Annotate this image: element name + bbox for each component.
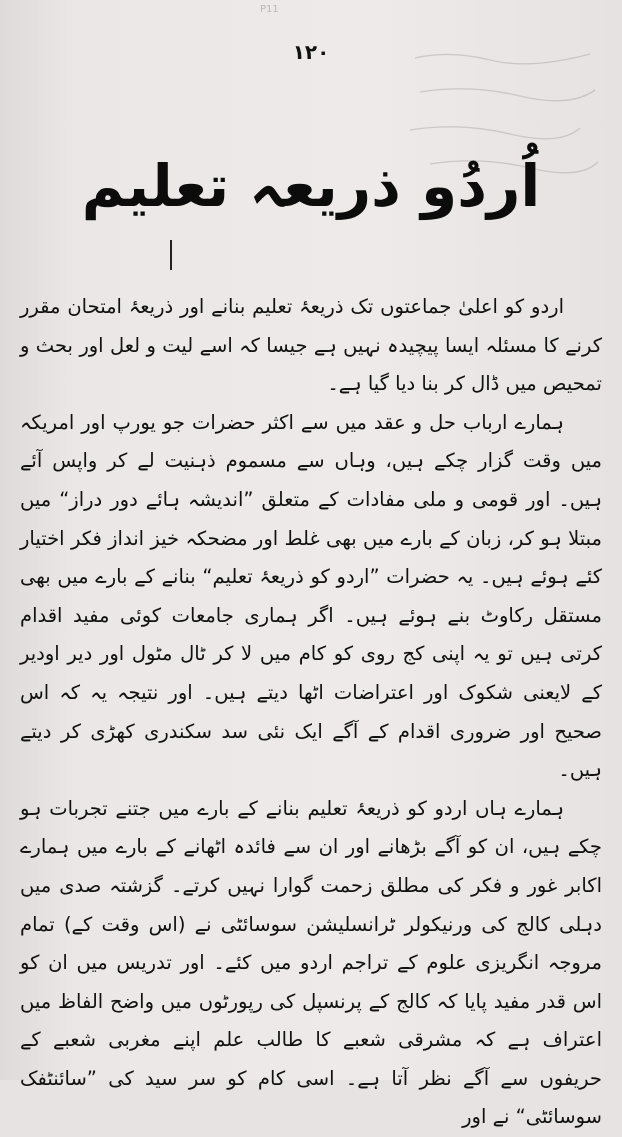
page-top-mark: P11	[260, 4, 279, 15]
paragraph-1: اردو کو اعلیٰ جماعتوں تک ذریعۂ تعلیم بنانے اور ذریعۂ امتحان مقرر کرنے کا مسئلہ ایسا پیچیدہ نہیں ہے جیسا کہ اسے لیت و لعل اور بحث و تمحیص میں ڈال کر بنا دیا گیا ہے۔	[20, 295, 602, 396]
page-number: ۱۲۰	[292, 40, 330, 64]
paragraph-2: ہمارے ارباب حل و عقد میں سے اکثر حضرات جو یورپ اور امریکہ میں وقت گزار چکے ہیں، وہاں سے مسموم ذہنیت لے کر واپس آئے ہیں۔ اور قومی و ملی مفادات کے متعلق ”اندیشہ ہائے دور دراز“ میں مبتلا ہو کر، زبان کے بارے میں بھی غلط اور مضحکہ خیز انداز فکر اختیار کئے ہوئے ہیں۔ یہ حضرات ”اردو کو ذریعۂ تعلیم“ بنانے کے بارے میں بھی مستقل رکاوٹ بنے ہوئے ہیں۔ اگر ہماری جامعات کوئی مفید اقدام کرتی ہیں تو یہ اپنی کج روی کو کام میں لا کر ٹال مٹول اور دیر اودیر کے لایعنی شکوک اور اعتراضات اٹھا دیتے ہیں۔ اور نتیجہ یہ کہ اس صحیح اور ضروری اقدام کے آگے ایک نئی سد سکندری کھڑی کر دیتے ہیں۔	[20, 410, 602, 782]
chapter-title: اُردُو ذریعہ تعلیم	[81, 152, 541, 220]
paragraph-3: ہمارے ہاں اردو کو ذریعۂ تعلیم بنانے کے بارے میں جتنے تجربات ہو چکے ہیں، ان کو آگے بڑھانے اور ان سے فائدہ اٹھانے کے بارے میں ہمارے اکابر غور و فکر کی مطلق زحمت گوارا نہیں کرتے۔ گزشتہ صدی میں دہلی کالج کی ورنیکولر ٹرانسلیشن سوسائٹی نے (اس وقت کے) تمام مروجہ انگریزی علوم کے تراجم اردو میں کئے۔ اور تدریس میں ان کو اس قدر مفید پایا کہ کالج کے پرنسپل کی رپورٹوں میں واضح الفاظ میں اعتراف ہے کہ مشرقی شعبے کا طالب علم اپنے مغربی شعبے کے حریفوں سے آگے نظر آتا ہے۔ اسی کام کو سر سید کی ”سائنٹفک سوسائٹی“ نے اور	[20, 796, 602, 1129]
title-stroke	[170, 240, 172, 270]
body-text	[20, 288, 602, 1137]
